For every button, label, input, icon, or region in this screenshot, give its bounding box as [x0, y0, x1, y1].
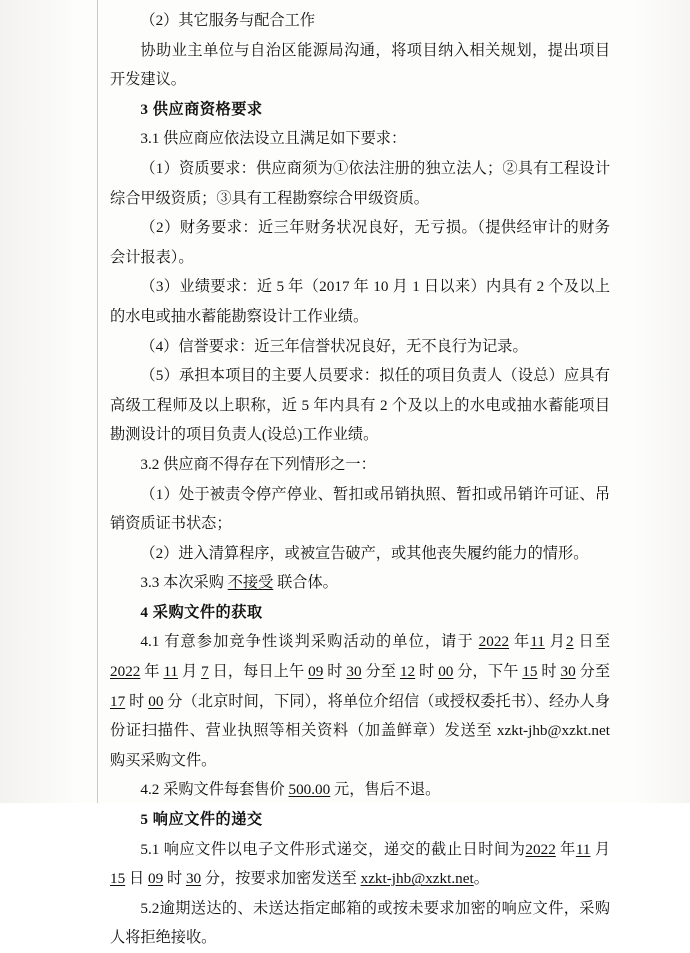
filled-blank-value: 30	[560, 663, 576, 681]
h-3-supplier-qualification: 3 供应商资格要求	[140, 100, 263, 118]
p-3-2-1: （1）处于被责令停产停业、暂扣或吊销执照、暂扣或吊销许可证、吊销资质证书状态；	[110, 485, 610, 533]
text-run: 年	[509, 633, 531, 651]
text-run: 时	[323, 663, 347, 681]
filled-blank-value: 11	[530, 633, 545, 651]
filled-blank-value: 2022	[478, 633, 510, 651]
text-run: 分至	[575, 663, 611, 681]
p-3-1-3-performance: （3）业绩要求：近 5 年（2017 年 10 月 1 日以来）内具有 2 个及以上的水电或抽水蓄能勘察设计工作业绩。	[110, 278, 610, 325]
filled-blank-value: 17	[110, 692, 126, 710]
p-5-2: 5.2逾期送达的、未送达指定邮箱的或按未要求加密的响应文件，采购人将拒绝接收。	[110, 899, 610, 947]
text-run: 时	[163, 870, 186, 888]
filled-blank-value: 00	[438, 663, 454, 681]
h-5-response-docs: 5 响应文件的递交	[140, 811, 263, 829]
text-run: 时	[125, 692, 149, 710]
filled-blank-value: 500.00	[288, 781, 331, 799]
text-run: 时	[415, 663, 439, 681]
page-right-margin	[630, 0, 690, 803]
text-run: 联合体。	[273, 574, 338, 592]
text-run: 年	[140, 663, 164, 681]
filled-blank-value: 12	[399, 663, 416, 681]
filled-blank-value: 15	[522, 663, 538, 681]
filled-blank-value: 11	[575, 840, 591, 858]
p-3-1: 3.1 供应商应依法设立且满足如下要求：	[140, 130, 407, 148]
text-run: 分，按要求加密发送至	[201, 870, 361, 888]
p-3-2: 3.2 供应商不得存在下列情形之一：	[140, 455, 376, 473]
filled-blank-value: 2022	[525, 840, 556, 858]
p-3-1-4-credit: （4）信誉要求：近三年信誉状况良好，无不良行为记录。	[140, 337, 528, 355]
p-3-1-1-qualification: （1）资质要求：供应商须为①依法注册的独立法人；②具有工程设计综合甲级资质；③具有工程勘察综合甲级资质。	[110, 159, 610, 207]
filled-blank-value: 09	[147, 870, 164, 888]
text-run: 元，售后不退。	[330, 781, 441, 799]
text-run: 分，下午	[453, 663, 523, 681]
filled-blank-value: 2022	[110, 663, 141, 681]
text-run: 年	[555, 840, 576, 858]
text-run: 4.1 有意参加竞争性谈判采购活动的单位，请于	[140, 633, 479, 651]
p-3-3	[110, 568, 610, 598]
p-4-1	[110, 627, 610, 775]
filled-blank-value: 11	[163, 663, 179, 681]
text-run: 月	[544, 633, 567, 651]
text-run: 3.3 本次采购	[140, 574, 228, 592]
text-run: 4.2 采购文件每套售价	[140, 781, 289, 799]
page-edge-rule	[97, 0, 98, 803]
text-run: 月	[178, 663, 202, 681]
text-run: 时	[537, 663, 561, 681]
text-run: 日，每日上午	[208, 663, 309, 681]
text-run: 日	[125, 870, 148, 888]
p-coordination: 协助业主单位与自治区能源局沟通，将项目纳入相关规划，提出项目开发建议。	[110, 41, 610, 89]
text-run: 月	[590, 840, 611, 858]
p-other-services: （2）其它服务与配合工作	[140, 12, 316, 29]
p-3-1-2-finance: （2）财务要求：近三年财务状况良好，无亏损。（提供经审计的财务会计报表）。	[110, 219, 610, 266]
filled-blank-value: 15	[110, 870, 126, 888]
text-run: 。	[473, 870, 489, 888]
filled-blank-value: 00	[148, 692, 164, 710]
page-left-margin	[0, 0, 97, 803]
h-4-procurement-docs: 4 采购文件的获取	[140, 603, 263, 621]
text-run: 分至	[361, 663, 400, 681]
filled-blank-value: 30	[346, 663, 362, 681]
p-5-1	[110, 835, 610, 894]
filled-blank-value: 09	[308, 663, 324, 681]
filled-blank-value: 不接受	[227, 574, 274, 592]
p-3-1-5-personnel: （5）承担本项目的主要人员要求：拟任的项目负责人（设总）应具有高级工程师及以上职称，近 5 年内具有 2 个及以上的水电或抽水蓄能项目勘测设计的项目负责人(设总)工作业绩。	[110, 367, 610, 444]
filled-blank-value: 30	[185, 870, 202, 888]
text-run: 5.1 响应文件以电子文件形式递交，递交的截止日时间为	[140, 840, 526, 858]
p-3-2-2: （2）进入清算程序，或被宣告破产，或其他丧失履约能力的情形。	[140, 544, 589, 562]
text-run: 分（北京时间，下同），将单位介绍信（或授权委托书）、经办人身份证扫描件、营业执照等相关资料（加盖鲜章）发送至 xzkt-jhb@xzkt.net 购买采购文件。	[110, 692, 611, 769]
document-body	[110, 6, 610, 953]
filled-blank-value: xzkt-jhb@xzkt.net	[360, 870, 474, 888]
p-4-2	[110, 775, 610, 805]
filled-blank-value: 7	[201, 663, 209, 681]
filled-blank-value: 2	[566, 633, 574, 651]
text-run: 日至	[573, 633, 611, 651]
